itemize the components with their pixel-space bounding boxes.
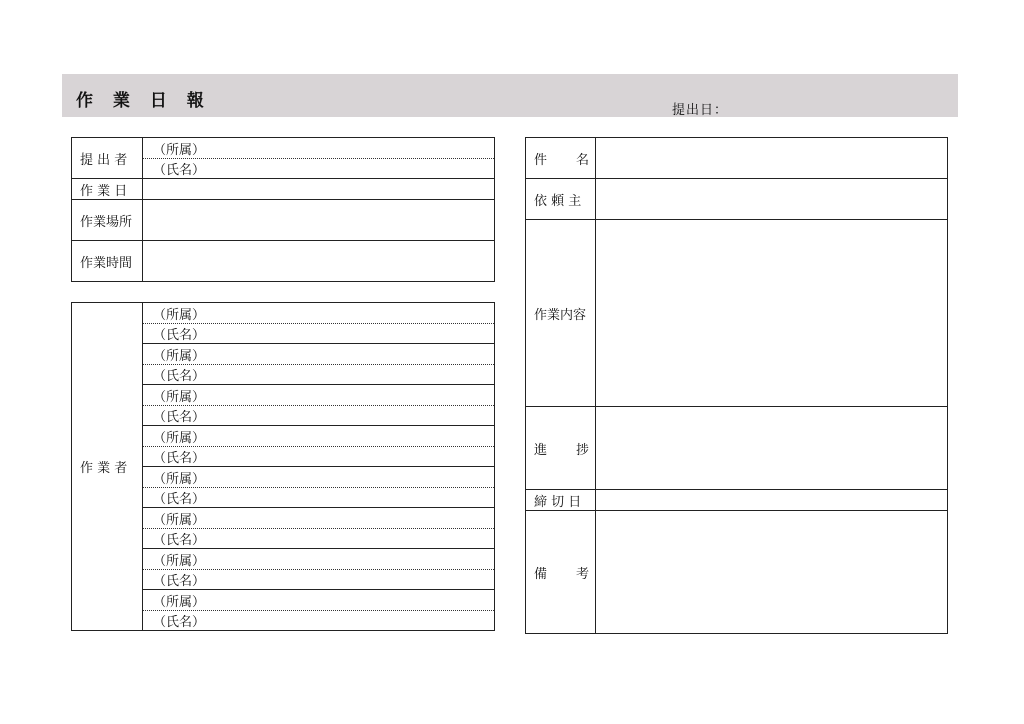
progress-label-b: 捗 xyxy=(575,442,589,458)
work-date-label: 作 業 日 xyxy=(72,179,143,200)
progress-label-a: 進 xyxy=(534,442,548,458)
submitter-label: 提 出 者 xyxy=(72,138,143,179)
deadline-label: 締 切 日 xyxy=(526,490,596,511)
page-title: 作 業 日 報 xyxy=(76,91,211,111)
remarks-label-b: 考 xyxy=(575,566,589,582)
workers-label: 作 業 者 xyxy=(72,303,143,631)
client-field[interactable] xyxy=(596,179,948,220)
submitter-table xyxy=(71,137,495,282)
subject-label xyxy=(526,138,596,179)
submitter-affiliation-field[interactable]: （所属） xyxy=(143,138,495,159)
worker-affiliation-field[interactable]: （所属） xyxy=(143,549,495,570)
worker-name-field[interactable]: （氏名） xyxy=(143,488,495,508)
worker-affiliation-field[interactable]: （所属） xyxy=(143,508,495,529)
remarks-field[interactable] xyxy=(596,511,948,634)
remarks-label xyxy=(526,511,596,634)
worker-affiliation-field[interactable]: （所属） xyxy=(143,344,495,365)
work-content-label: 作業内容 xyxy=(526,220,596,407)
worker-affiliation-field[interactable]: （所属） xyxy=(143,426,495,447)
worker-affiliation-field[interactable]: （所属） xyxy=(143,303,495,324)
work-place-label: 作業場所 xyxy=(72,200,143,241)
workers-table xyxy=(71,302,495,631)
client-label: 依 頼 主 xyxy=(526,179,596,220)
subject-label-a: 件 xyxy=(534,152,548,168)
submitter-name-field[interactable]: （氏名） xyxy=(143,159,495,179)
worker-name-field[interactable]: （氏名） xyxy=(143,365,495,385)
job-table xyxy=(525,137,948,634)
subject-field[interactable] xyxy=(596,138,948,179)
worker-name-field[interactable]: （氏名） xyxy=(143,611,495,631)
work-place-field[interactable] xyxy=(143,200,495,241)
worker-name-field[interactable]: （氏名） xyxy=(143,406,495,426)
work-date-field[interactable] xyxy=(143,179,495,200)
worker-name-field[interactable]: （氏名） xyxy=(143,447,495,467)
progress-label xyxy=(526,407,596,490)
progress-field[interactable] xyxy=(596,407,948,490)
worker-affiliation-field[interactable]: （所属） xyxy=(143,590,495,611)
work-time-field[interactable] xyxy=(143,241,495,282)
worker-name-field[interactable]: （氏名） xyxy=(143,570,495,590)
worker-affiliation-field[interactable]: （所属） xyxy=(143,467,495,488)
work-content-field[interactable] xyxy=(596,220,948,407)
submission-date-label: 提出日： xyxy=(672,103,729,118)
worker-name-field[interactable]: （氏名） xyxy=(143,529,495,549)
deadline-field[interactable] xyxy=(596,490,948,511)
work-time-label: 作業時間 xyxy=(72,241,143,282)
subject-label-b: 名 xyxy=(575,152,589,168)
remarks-label-a: 備 xyxy=(534,566,548,582)
worker-name-field[interactable]: （氏名） xyxy=(143,324,495,344)
worker-affiliation-field[interactable]: （所属） xyxy=(143,385,495,406)
